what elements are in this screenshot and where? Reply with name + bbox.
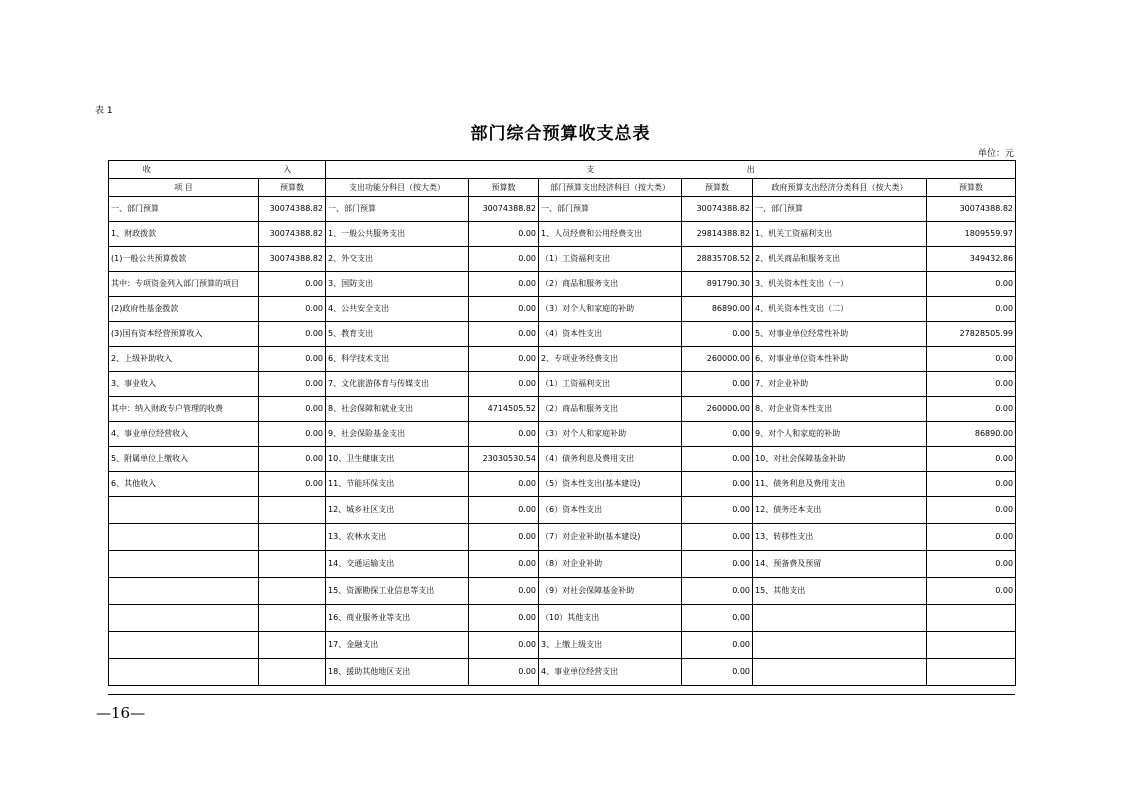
function-amount-cell: 23030530.54: [469, 447, 539, 472]
dept-economic-amount-cell: 260000.00: [682, 397, 753, 422]
gov-economic-amount-cell: 1809559.97: [927, 222, 1016, 247]
dept-economic-amount-cell: 0.00: [682, 632, 753, 659]
function-amount-cell: 0.00: [469, 297, 539, 322]
income-amount-cell: 30074388.82: [259, 247, 326, 272]
function-amount-cell: 0.00: [469, 472, 539, 497]
function-amount-cell: 4714505.52: [469, 397, 539, 422]
income-amount-cell: [259, 497, 326, 524]
dept-economic-subject-cell: （8）对企业补助: [539, 551, 682, 578]
table-row: [109, 197, 1016, 222]
income-item-cell: (3)国有资本经营预算收入: [109, 322, 259, 347]
col-header-budget-gov: 预算数: [927, 179, 1016, 197]
gov-economic-amount-cell: 0.00: [927, 578, 1016, 605]
gov-economic-amount-cell: 0.00: [927, 524, 1016, 551]
gov-economic-subject-cell: [753, 605, 927, 632]
gov-economic-subject-cell: 6、对事业单位资本性补助: [753, 347, 927, 372]
col-header-budget-function: 预算数: [469, 179, 539, 197]
dept-economic-subject-cell: （10）其他支出: [539, 605, 682, 632]
income-item-cell: 6、其他收入: [109, 472, 259, 497]
function-subject-cell: 7、文化旅游体育与传媒支出: [326, 372, 469, 397]
gov-economic-subject-cell: 1、机关工资福利支出: [753, 222, 927, 247]
function-subject-cell: 17、金融支出: [326, 632, 469, 659]
footer-divider: [108, 694, 1015, 695]
dept-economic-subject-cell: （7）对企业补助(基本建设): [539, 524, 682, 551]
function-amount-cell: 0.00: [469, 605, 539, 632]
gov-economic-subject-cell: 一、部门预算: [753, 197, 927, 222]
dept-economic-amount-cell: 0.00: [682, 605, 753, 632]
income-item-cell: [109, 659, 259, 686]
income-amount-cell: 0.00: [259, 447, 326, 472]
gov-economic-amount-cell: 0.00: [927, 447, 1016, 472]
gov-economic-amount-cell: 0.00: [927, 497, 1016, 524]
function-subject-cell: 6、科学技术支出: [326, 347, 469, 372]
table-row: [109, 578, 1016, 605]
income-amount-cell: 30074388.82: [259, 197, 326, 222]
dept-economic-subject-cell: （2）商品和服务支出: [539, 272, 682, 297]
function-amount-cell: 0.00: [469, 551, 539, 578]
table-row: [109, 659, 1016, 686]
function-amount-cell: 0.00: [469, 372, 539, 397]
income-item-cell: (1)一般公共预算拨款: [109, 247, 259, 272]
gov-economic-amount-cell: 349432.86: [927, 247, 1016, 272]
income-item-cell: 3、事业收入: [109, 372, 259, 397]
function-amount-cell: 0.00: [469, 247, 539, 272]
function-amount-cell: 0.00: [469, 422, 539, 447]
function-subject-cell: 一、部门预算: [326, 197, 469, 222]
income-amount-cell: 0.00: [259, 347, 326, 372]
function-subject-cell: 4、公共安全支出: [326, 297, 469, 322]
expense-header: 支 出: [326, 161, 1016, 179]
function-subject-cell: 5、教育支出: [326, 322, 469, 347]
gov-economic-subject-cell: [753, 659, 927, 686]
gov-economic-subject-cell: 14、预备费及预留: [753, 551, 927, 578]
gov-economic-subject-cell: 4、机关资本性支出（二）: [753, 297, 927, 322]
dept-economic-amount-cell: 0.00: [682, 372, 753, 397]
function-amount-cell: 0.00: [469, 497, 539, 524]
dept-economic-amount-cell: 0.00: [682, 524, 753, 551]
table-row: [109, 347, 1016, 372]
gov-economic-amount-cell: 0.00: [927, 472, 1016, 497]
function-amount-cell: 0.00: [469, 272, 539, 297]
dept-economic-subject-cell: （1）工资福利支出: [539, 247, 682, 272]
table-row: [109, 247, 1016, 272]
col-header-item: 项 目: [109, 179, 259, 197]
gov-economic-subject-cell: 3、机关资本性支出（一）: [753, 272, 927, 297]
gov-economic-amount-cell: 86890.00: [927, 422, 1016, 447]
gov-economic-subject-cell: 2、机关商品和服务支出: [753, 247, 927, 272]
table-row: [109, 422, 1016, 447]
gov-economic-amount-cell: 0.00: [927, 347, 1016, 372]
function-subject-cell: 18、援助其他地区支出: [326, 659, 469, 686]
budget-table: [108, 160, 1016, 686]
function-subject-cell: 12、城乡社区支出: [326, 497, 469, 524]
table-row: [109, 497, 1016, 524]
function-subject-cell: 14、交通运输支出: [326, 551, 469, 578]
table-row: [109, 297, 1016, 322]
dept-economic-amount-cell: 0.00: [682, 447, 753, 472]
table-row: [109, 524, 1016, 551]
dept-economic-amount-cell: 0.00: [682, 422, 753, 447]
dept-economic-amount-cell: 28835708.52: [682, 247, 753, 272]
gov-economic-subject-cell: 15、其他支出: [753, 578, 927, 605]
income-item-cell: 1、财政拨款: [109, 222, 259, 247]
function-subject-cell: 2、外交支出: [326, 247, 469, 272]
dept-economic-subject-cell: 3、上缴上级支出: [539, 632, 682, 659]
page-title: 部门综合预算收支总表: [470, 124, 651, 144]
gov-economic-subject-cell: [753, 632, 927, 659]
income-amount-cell: [259, 551, 326, 578]
dept-economic-subject-cell: 一、部门预算: [539, 197, 682, 222]
income-amount-cell: 30074388.82: [259, 222, 326, 247]
gov-economic-amount-cell: 0.00: [927, 297, 1016, 322]
gov-economic-subject-cell: 8、对企业资本性支出: [753, 397, 927, 422]
gov-economic-amount-cell: [927, 632, 1016, 659]
function-subject-cell: 3、国防支出: [326, 272, 469, 297]
gov-economic-subject-cell: 12、债务还本支出: [753, 497, 927, 524]
gov-economic-subject-cell: 11、债务利息及费用支出: [753, 472, 927, 497]
income-header: 收 入: [109, 161, 326, 179]
table-row: [109, 632, 1016, 659]
income-amount-cell: 0.00: [259, 397, 326, 422]
function-amount-cell: 0.00: [469, 322, 539, 347]
table-row: [109, 447, 1016, 472]
income-item-cell: [109, 497, 259, 524]
dept-economic-subject-cell: 1、人员经费和公用经费支出: [539, 222, 682, 247]
function-amount-cell: 0.00: [469, 578, 539, 605]
dept-economic-subject-cell: （3）对个人和家庭的补助: [539, 297, 682, 322]
income-amount-cell: [259, 632, 326, 659]
income-amount-cell: 0.00: [259, 372, 326, 397]
function-amount-cell: 0.00: [469, 659, 539, 686]
dept-economic-subject-cell: （2）商品和服务支出: [539, 397, 682, 422]
table-row: [109, 272, 1016, 297]
income-amount-cell: [259, 605, 326, 632]
table-row: [109, 372, 1016, 397]
dept-economic-subject-cell: （4）债务利息及费用支出: [539, 447, 682, 472]
income-item-cell: 2、上级补助收入: [109, 347, 259, 372]
dept-economic-amount-cell: 0.00: [682, 659, 753, 686]
gov-economic-subject-cell: 5、对事业单位经常性补助: [753, 322, 927, 347]
function-amount-cell: 0.00: [469, 347, 539, 372]
income-item-cell: [109, 551, 259, 578]
dept-economic-subject-cell: （6）资本性支出: [539, 497, 682, 524]
function-subject-cell: 1、一般公共服务支出: [326, 222, 469, 247]
dept-economic-amount-cell: 0.00: [682, 322, 753, 347]
income-item-cell: [109, 632, 259, 659]
dept-economic-subject-cell: （3）对个人和家庭补助: [539, 422, 682, 447]
dept-economic-amount-cell: 260000.00: [682, 347, 753, 372]
income-item-cell: (2)政府性基金拨款: [109, 297, 259, 322]
gov-economic-amount-cell: 0.00: [927, 551, 1016, 578]
gov-economic-subject-cell: 7、对企业补助: [753, 372, 927, 397]
dept-economic-subject-cell: （1）工资福利支出: [539, 372, 682, 397]
function-subject-cell: 15、资源勘探工业信息等支出: [326, 578, 469, 605]
gov-economic-amount-cell: 0.00: [927, 397, 1016, 422]
dept-economic-amount-cell: 0.00: [682, 578, 753, 605]
table-row: [109, 322, 1016, 347]
function-subject-cell: 9、社会保险基金支出: [326, 422, 469, 447]
gov-economic-subject-cell: 9、对个人和家庭的补助: [753, 422, 927, 447]
income-item-cell: 其中：专项资金列入部门预算的项目: [109, 272, 259, 297]
table-label: 表 1: [95, 106, 113, 116]
dept-economic-amount-cell: 29814388.82: [682, 222, 753, 247]
table-row: [109, 397, 1016, 422]
dept-economic-subject-cell: 2、专项业务经费支出: [539, 347, 682, 372]
dept-economic-amount-cell: 891790.30: [682, 272, 753, 297]
dept-economic-amount-cell: 86890.00: [682, 297, 753, 322]
income-amount-cell: 0.00: [259, 422, 326, 447]
income-amount-cell: 0.00: [259, 322, 326, 347]
income-amount-cell: 0.00: [259, 297, 326, 322]
header-row-groups: [109, 161, 1016, 179]
dept-economic-amount-cell: 0.00: [682, 497, 753, 524]
gov-economic-subject-cell: 10、对社会保障基金补助: [753, 447, 927, 472]
gov-economic-subject-cell: 13、转移性支出: [753, 524, 927, 551]
table-row: [109, 605, 1016, 632]
header-row-columns: [109, 179, 1016, 197]
function-subject-cell: 13、农林水支出: [326, 524, 469, 551]
function-subject-cell: 16、商业服务业等支出: [326, 605, 469, 632]
income-amount-cell: 0.00: [259, 272, 326, 297]
col-header-gov-economic-subject: 政府预算支出经济分类科目（按大类）: [753, 179, 927, 197]
function-subject-cell: 8、社会保障和就业支出: [326, 397, 469, 422]
gov-economic-amount-cell: 0.00: [927, 272, 1016, 297]
function-amount-cell: 0.00: [469, 524, 539, 551]
gov-economic-amount-cell: 30074388.82: [927, 197, 1016, 222]
col-header-budget-income: 预算数: [259, 179, 326, 197]
income-amount-cell: [259, 524, 326, 551]
income-item-cell: [109, 578, 259, 605]
gov-economic-amount-cell: 27828505.99: [927, 322, 1016, 347]
function-subject-cell: 11、节能环保支出: [326, 472, 469, 497]
col-header-budget-dept: 预算数: [682, 179, 753, 197]
dept-economic-subject-cell: （5）资本性支出(基本建设): [539, 472, 682, 497]
dept-economic-amount-cell: 0.00: [682, 551, 753, 578]
income-item-cell: 其中：纳入财政专户管理的收费: [109, 397, 259, 422]
dept-economic-amount-cell: 0.00: [682, 472, 753, 497]
income-item-cell: [109, 524, 259, 551]
gov-economic-amount-cell: 0.00: [927, 372, 1016, 397]
dept-economic-subject-cell: （9）对社会保障基金补助: [539, 578, 682, 605]
page-number: —16—: [96, 704, 146, 722]
unit-label: 单位：元: [977, 149, 1014, 159]
income-item-cell: 4、事业单位经营收入: [109, 422, 259, 447]
table-row: [109, 472, 1016, 497]
income-item-cell: [109, 605, 259, 632]
col-header-dept-economic-subject: 部门预算支出经济科目（按大类）: [539, 179, 682, 197]
income-amount-cell: [259, 578, 326, 605]
table-row: [109, 222, 1016, 247]
dept-economic-amount-cell: 30074388.82: [682, 197, 753, 222]
dept-economic-subject-cell: 4、事业单位经营支出: [539, 659, 682, 686]
col-header-function-subject: 支出功能分科目（按大类）: [326, 179, 469, 197]
function-subject-cell: 10、卫生健康支出: [326, 447, 469, 472]
gov-economic-amount-cell: [927, 605, 1016, 632]
function-amount-cell: 0.00: [469, 632, 539, 659]
income-item-cell: 5、附属单位上缴收入: [109, 447, 259, 472]
function-amount-cell: 30074388.82: [469, 197, 539, 222]
income-item-cell: 一、部门预算: [109, 197, 259, 222]
income-amount-cell: 0.00: [259, 472, 326, 497]
gov-economic-amount-cell: [927, 659, 1016, 686]
dept-economic-subject-cell: （4）资本性支出: [539, 322, 682, 347]
income-amount-cell: [259, 659, 326, 686]
function-amount-cell: 0.00: [469, 222, 539, 247]
table-row: [109, 551, 1016, 578]
